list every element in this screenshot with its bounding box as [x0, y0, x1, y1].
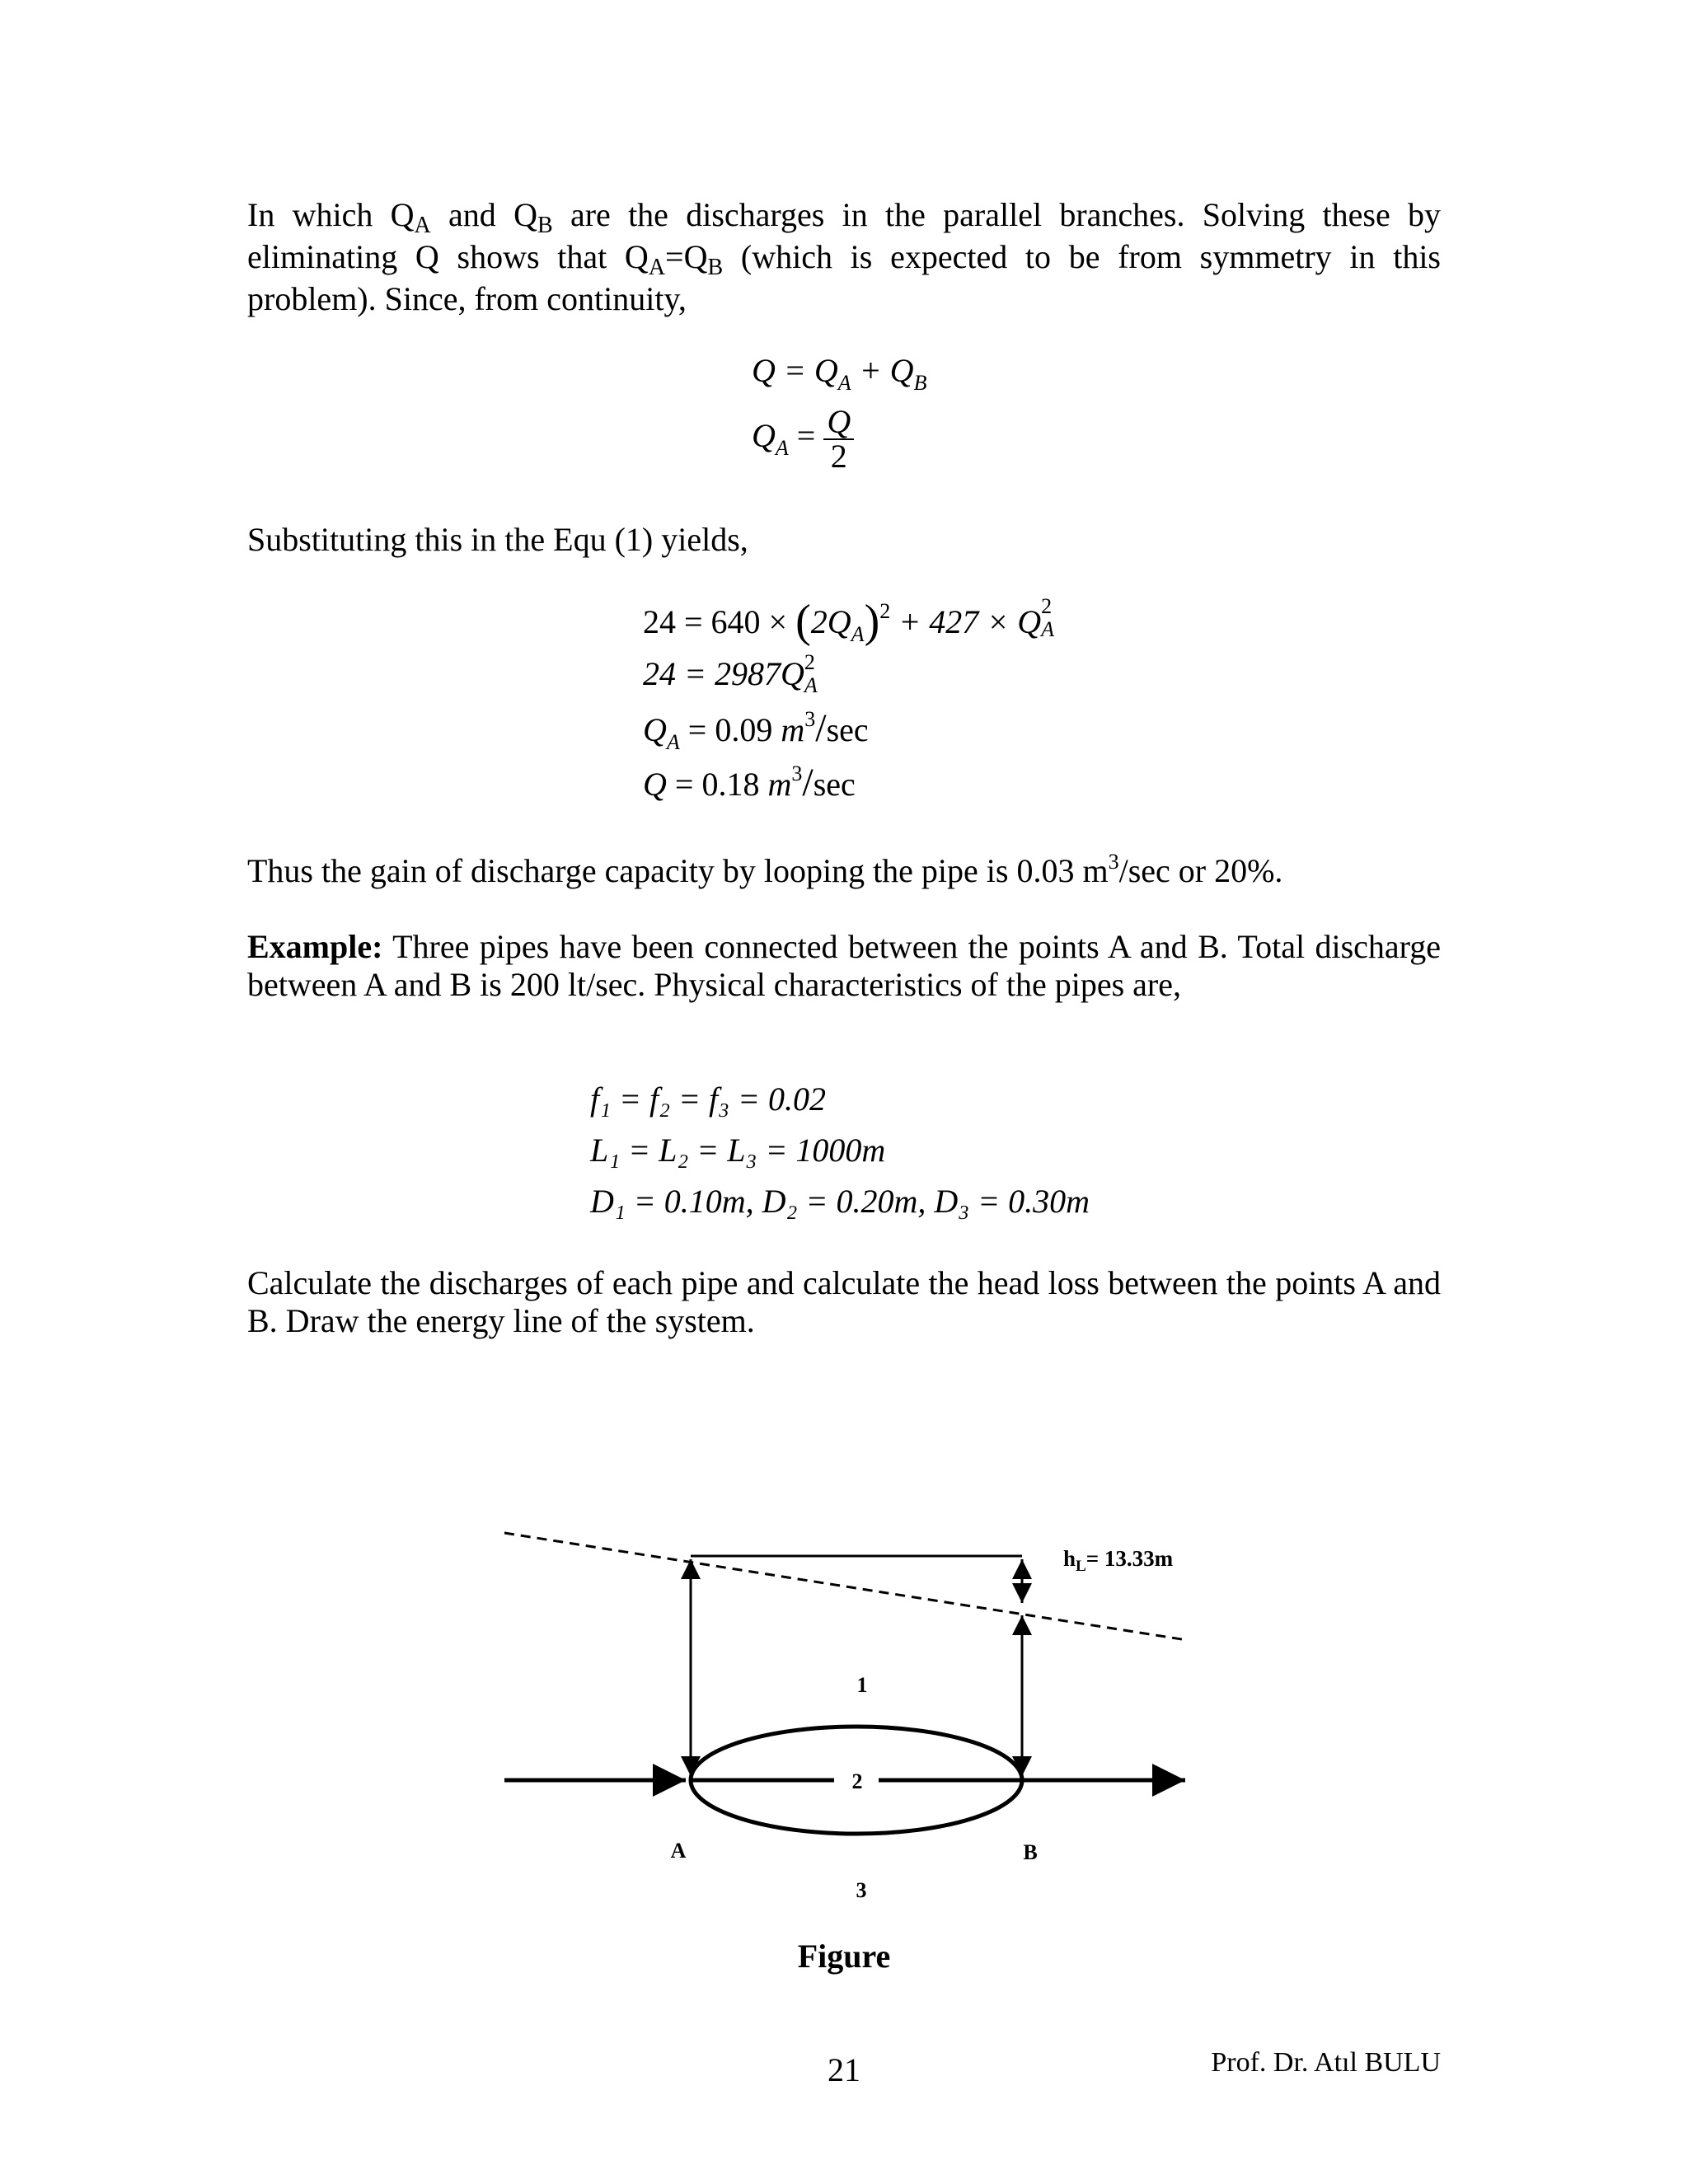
eq-subscript: A — [837, 371, 851, 395]
eq-term: Q — [643, 766, 667, 803]
eq-term: + Q — [851, 352, 914, 389]
task-text: Calculate the discharges of each pipe and calculate the head loss between the points A and B. Draw the energy line of the system. — [247, 1264, 1441, 1339]
eq-term: Q — [752, 352, 776, 389]
eq-term: 24 = 640 × — [643, 603, 796, 640]
intro-text: are the discharges in the parallel branches. Solving these by eliminating Q shows that Q — [247, 196, 1442, 275]
eq-superscript: 2 — [1041, 594, 1053, 618]
intro-text: In which Q — [247, 196, 415, 233]
substituting-text: Substituting this in the Equ (1) yields, — [247, 521, 748, 558]
headloss-label — [1063, 1546, 1174, 1575]
pipe-diameters: D₁ = 0.10m, D₂ = 0.20m, D₃ = 0.30m — [590, 1183, 1090, 1220]
paren: ( — [795, 596, 811, 647]
eq-superscript: 3 — [791, 762, 803, 785]
subscript: A — [414, 213, 431, 238]
eq-unit: sec — [813, 766, 856, 803]
eq-term: 2Q — [810, 603, 851, 640]
superscript: 3 — [1108, 850, 1119, 874]
eq-superscript: 2 — [804, 650, 815, 674]
figure-caption: Figure — [797, 1938, 891, 1975]
headloss-subscript: L — [1076, 1558, 1086, 1575]
pipe-2-label: 2 — [851, 1769, 863, 1793]
intro-text: (which is expected to be from symmetry in this problem). Since, from continuity, — [247, 238, 1441, 317]
pipe-lengths: L₁ = L₂ = L₃ = 1000m — [590, 1132, 886, 1169]
eq-slash: / — [815, 706, 827, 750]
example-label: Example: — [247, 928, 383, 965]
point-b-label: B — [1023, 1840, 1038, 1864]
eq-term: = 0.18 — [666, 766, 768, 803]
eq-subscript: A — [851, 622, 865, 646]
fraction-denominator: 2 — [830, 438, 847, 475]
eq-term: Q — [752, 417, 776, 455]
eq-term: = — [788, 417, 824, 455]
eq-term: = 0.09 — [679, 711, 781, 748]
eq-unit: sec — [826, 711, 869, 748]
point-a-label: A — [670, 1839, 687, 1863]
gain-text: Thus the gain of discharge capacity by looping the pipe is 0.03 m — [247, 852, 1109, 889]
example-text: Three pipes have been connected between the points A and B. Total discharge between A and B is 200 lt/sec. Physical characteristics of the pipes are, — [247, 928, 1441, 1003]
eq-term: 24 = 2987Q — [643, 655, 804, 692]
eq-superscript: 2 — [879, 599, 891, 623]
headloss-symbol: h — [1063, 1546, 1076, 1571]
eq-subscript: A — [804, 673, 818, 697]
eq-subscript: A — [775, 436, 789, 461]
eq-subscript: B — [913, 371, 927, 395]
eq-term: + 427 × Q — [890, 603, 1042, 640]
pipe-1-label: 1 — [856, 1673, 868, 1697]
fraction-numerator: Q — [823, 405, 854, 440]
eq-subscript: A — [666, 730, 680, 754]
eq-slash: / — [802, 761, 814, 804]
gain-text: /sec or 20%. — [1118, 852, 1283, 889]
energy-line — [504, 1533, 1187, 1640]
eq-term: Q — [643, 711, 667, 748]
pipe-friction-factors: f₁ = f₂ = f₃ = 0.02 — [590, 1080, 827, 1118]
pipe-3-label: 3 — [856, 1878, 867, 1902]
author-footer: Prof. Dr. Atıl BULU — [1211, 2047, 1441, 2078]
eq-term: = Q — [775, 352, 838, 389]
subscript: A — [648, 255, 666, 280]
intro-text: and Q — [430, 196, 537, 233]
headloss-value: = 13.33m — [1085, 1546, 1174, 1571]
paren: ) — [864, 596, 880, 647]
eq-subscript: A — [1041, 617, 1054, 641]
eq-unit: m — [767, 766, 792, 803]
intro-text: =Q — [665, 238, 708, 275]
subscript: B — [537, 213, 553, 238]
subscript: B — [707, 255, 724, 280]
eq-unit: m — [781, 711, 805, 748]
page-number: 21 — [828, 2051, 860, 2088]
eq-superscript: 3 — [804, 707, 816, 731]
